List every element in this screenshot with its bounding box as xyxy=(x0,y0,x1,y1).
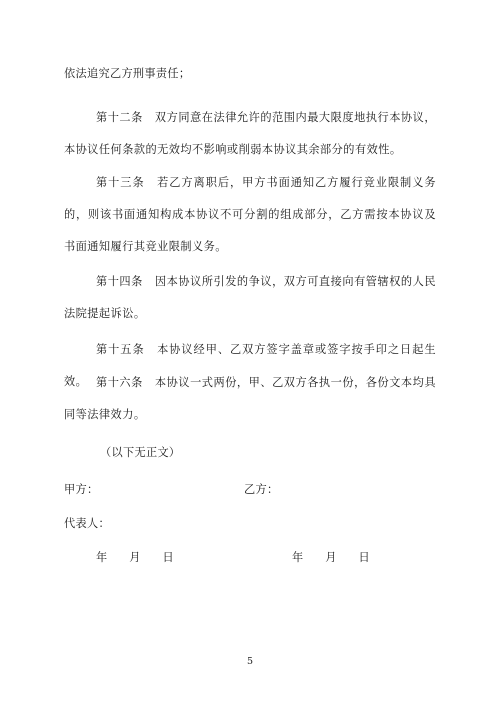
clause-text: 因本协议所引发的争议，双方可直接向有管辖权的人民法院提起诉讼。 xyxy=(64,275,436,320)
clause-13 xyxy=(64,167,436,263)
day-label: 日 xyxy=(162,551,174,564)
clause-14 xyxy=(64,266,436,330)
clause-number: 第十二条 xyxy=(96,111,143,124)
year-label: 年 xyxy=(96,551,108,564)
clause-text: 双方同意在法律允许的范围内最大限度地执行本协议，本协议任何条款的无效均不影响或削弱本协议其余部分的有效性。 xyxy=(64,111,436,156)
clause-text: 本协议一式两份，甲、乙双方各执一份，各份文本均具同等法律效力。 xyxy=(64,376,436,421)
date-party-b xyxy=(292,551,370,565)
clause-number: 第十四条 xyxy=(96,275,143,288)
page-number: 5 xyxy=(246,656,254,667)
representative-label: 代表人： xyxy=(64,517,110,530)
party-a-label: 甲方： xyxy=(64,483,99,496)
clause-number: 第十六条 xyxy=(96,376,143,389)
clause-number: 第十三条 xyxy=(96,176,145,189)
clause-16 xyxy=(64,367,436,431)
year-label: 年 xyxy=(292,551,304,564)
continuation-text: 依法追究乙方刑事责任； xyxy=(64,67,191,80)
clause-text: 本协议经甲、乙双方签字盖章或签字按手印之日起生效。 xyxy=(64,343,436,388)
date-party-a xyxy=(96,551,174,565)
clause-text: 若乙方离职后，甲方书面通知乙方履行竞业限制义务的，则该书面通知构成本协议不可分割的组成部分，乙方需按本协议及书面通知履行其竞业限制义务。 xyxy=(64,176,436,253)
month-label: 月 xyxy=(325,551,337,564)
clause-number: 第十五条 xyxy=(96,343,145,356)
end-note: （以下无正文） xyxy=(100,446,181,459)
month-label: 月 xyxy=(129,551,141,564)
day-label: 日 xyxy=(358,551,370,564)
clause-12 xyxy=(64,102,436,166)
party-b-label: 乙方： xyxy=(244,483,279,496)
